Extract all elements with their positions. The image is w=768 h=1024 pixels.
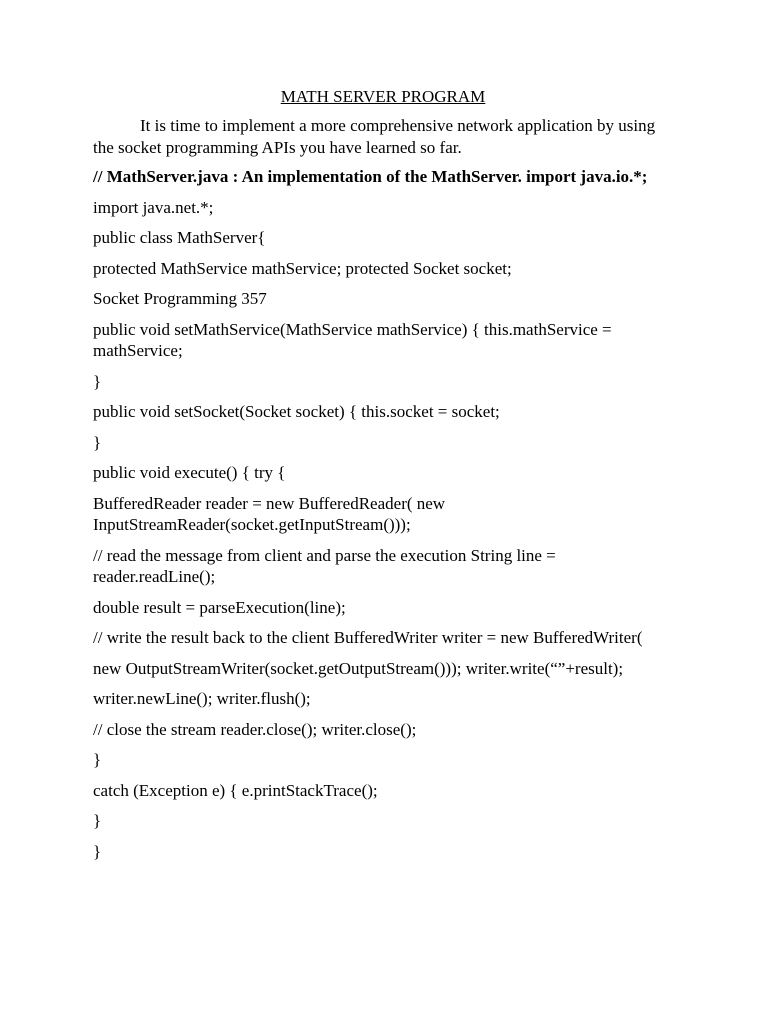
code-line: protected MathService mathService; protected Socket socket; — [93, 258, 512, 278]
code-line: // read the message from client and parse the execution String line = reader.readLine(); — [93, 545, 556, 586]
code-line: } — [93, 841, 102, 861]
code-line: // close the stream reader.close(); writer.close(); — [93, 719, 417, 739]
document-title: MATH SERVER PROGRAM — [280, 87, 486, 106]
code-line: BufferedReader reader = new BufferedReader( new InputStreamReader(socket.getInputStream())); — [93, 493, 446, 534]
code-line: // write the result back to the client BufferedWriter writer = new BufferedWriter( — [93, 628, 643, 647]
code-line: public void setMathService(MathService mathService) { this.mathService = mathService; — [93, 319, 612, 360]
code-line: public void setSocket(Socket socket) { this.socket = socket; — [93, 402, 500, 421]
code-line: public void execute() { try { — [93, 463, 286, 482]
code-line: public class MathServer{ — [93, 228, 266, 247]
code-line: double result = parseExecution(line); — [93, 597, 346, 617]
code-line: } — [93, 750, 102, 769]
code-listing — [93, 166, 673, 862]
code-comment-heading: // MathServer.java : An implementation of the MathServer. import java.io.*; — [93, 167, 648, 186]
intro-paragraph: It is time to implement a more comprehensive network application by using the socket programming APIs you have learned so far. — [93, 116, 656, 157]
code-line: Socket Programming 357 — [93, 289, 267, 308]
document-page — [93, 86, 673, 871]
code-line: new OutputStreamWriter(socket.getOutputStream())); writer.write(“”+result); — [93, 658, 624, 678]
code-line: } — [93, 371, 102, 391]
code-line: import java.net.*; — [93, 197, 214, 217]
code-line: catch (Exception e) { e.printStackTrace(); — [93, 780, 378, 800]
code-line: } — [93, 811, 102, 830]
code-line: writer.newLine(); writer.flush(); — [93, 689, 311, 708]
code-line: } — [93, 432, 102, 452]
